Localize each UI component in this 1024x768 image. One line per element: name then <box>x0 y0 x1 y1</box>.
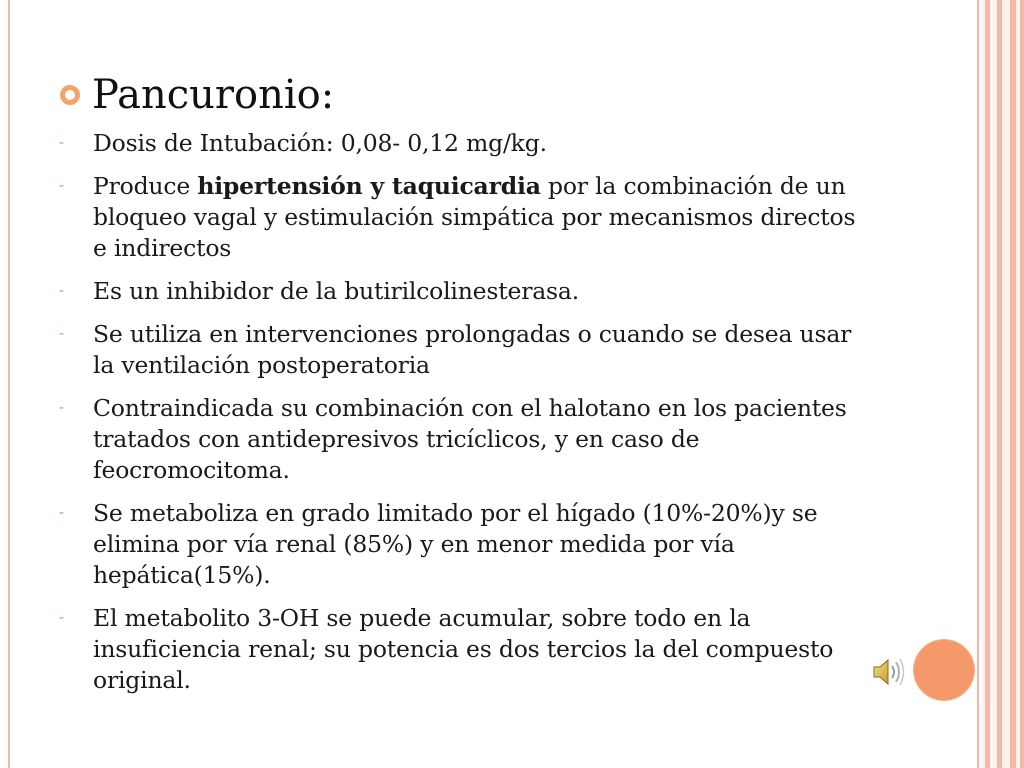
list-item <box>56 171 876 264</box>
decorative-stripe <box>1010 0 1016 768</box>
item-text: Dosis de Intubación: 0,08- 0,12 mg/kg. <box>93 129 547 157</box>
bullet-marker: - <box>59 178 64 194</box>
item-text: Es un inhibidor de la butirilcolinesterasa. <box>93 277 579 305</box>
list-item <box>56 276 876 307</box>
item-text: El metabolito 3-OH se puede acumular, sobre todo en la insuficiencia renal; su potencia es dos tercios la del compuesto original. <box>93 604 834 694</box>
decorative-stripe <box>985 0 990 768</box>
item-text-bold: hipertensión y taquicardia <box>197 172 541 200</box>
bullet-list <box>56 128 876 708</box>
decorative-stripe <box>1020 0 1024 768</box>
left-border-line <box>8 0 10 768</box>
item-text-before: Produce <box>93 172 198 200</box>
list-item <box>56 128 876 159</box>
list-item <box>56 603 876 696</box>
item-text-after: por la combinación de un bloqueo vagal y estimulación simpática por mecanismos directos e indirectos <box>93 172 856 262</box>
slide-title: Pancuronio: <box>92 72 335 118</box>
decorative-stripe <box>977 0 979 768</box>
bullet-marker: - <box>59 610 64 626</box>
decorative-stripe <box>997 0 1002 768</box>
bullet-marker: - <box>59 505 64 521</box>
list-item <box>56 393 876 486</box>
list-item <box>56 319 876 381</box>
list-item <box>56 498 876 591</box>
item-text: Se utiliza en intervenciones prolongadas o cuando se desea usar la ventilación postoperatoria <box>93 320 852 379</box>
slide-title-row <box>60 70 334 120</box>
speaker-icon[interactable] <box>868 652 908 692</box>
bullet-marker: - <box>59 135 64 151</box>
bullet-marker: - <box>59 283 64 299</box>
bullet-marker: - <box>59 400 64 416</box>
title-bullet-icon <box>60 85 80 105</box>
bullet-marker: - <box>59 326 64 342</box>
decorative-circle <box>914 640 974 700</box>
item-text: Contraindicada su combinación con el halotano en los pacientes tratados con antidepresivos tricíclicos, y en caso de feocromocitoma. <box>93 394 847 484</box>
item-text: Se metaboliza en grado limitado por el hígado (10%-20%)y se elimina por vía renal (85%) y en menor medida por vía hepática(15%). <box>93 499 818 589</box>
